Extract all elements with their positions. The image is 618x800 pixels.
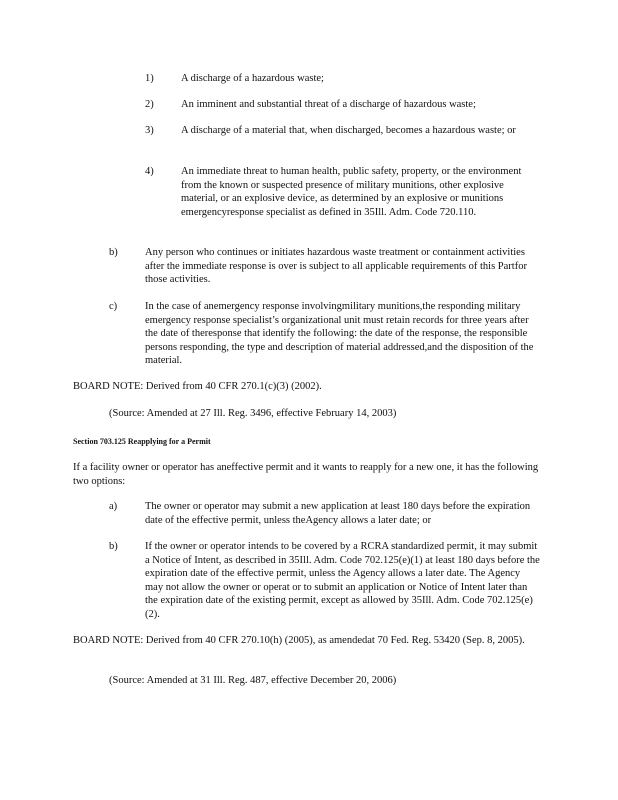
board-note-1: BOARD NOTE: Derived from 40 CFR 270.1(c)(3) (2002). xyxy=(73,381,322,392)
item-1-number: 1) xyxy=(145,73,154,84)
item-4-number: 4) xyxy=(145,166,154,177)
paragraph-c-text: In the case of anemergency response involvingmilitary munitions,the responding military emergency response specialist’s organizational unit must retain records for three years after the date of theresponse that identify the following: the date of the response, the responsible persons responding, the type and description of material addressed,and the disposition of the material. xyxy=(145,301,534,367)
paragraph-c-label: c) xyxy=(109,301,118,312)
paragraph-b-label: b) xyxy=(109,247,118,258)
item-2-number: 2) xyxy=(145,99,154,110)
option-b-text: If the owner or operator intends to be covered by a RCRA standardized permit, it may submit a Notice of Intent, as described in 35Ill. Adm. Code 702.125(e)(1) at least 180 days before the expiration date of the effective permit, unless the Agency allows a later date. The Agency may not allow the owner or operat or to submit an application or Notice of Intent later than the expiration date of the existing permit, except as allowed by 35Ill. Adm. Code 702.125(e)(2). xyxy=(145,541,540,620)
item-4-text: An immediate threat to human health, public safety, property, or the environment from the known or suspected presence of military munitions, other explosive material, or an explosive device, as determined by an explosive or munitions emergencyresponse specialist as defined in 35Ill. Adm. Code 720.110. xyxy=(181,166,522,218)
board-note-2: BOARD NOTE: Derived from 40 CFR 270.10(h) (2005), as amendedat 70 Fed. Reg. 53420 (Sep. 8, 2005). xyxy=(73,635,525,646)
section-heading: Section 703.125 Reapplying for a Permit xyxy=(73,437,211,446)
option-b-label: b) xyxy=(109,541,118,552)
item-2-text: An imminent and substantial threat of a discharge of hazardous waste; xyxy=(181,99,476,110)
option-a-text: The owner or operator may submit a new application at least 180 days before the expiration date of the effective permit, unless theAgency allows a later date; or xyxy=(145,501,531,526)
intro-paragraph: If a facility owner or operator has aneffective permit and it wants to reapply for a new one, it has the following two options: xyxy=(73,462,539,487)
item-3-number: 3) xyxy=(145,125,154,136)
source-note-1: (Source: Amended at 27 Ill. Reg. 3496, effective February 14, 2003) xyxy=(109,408,397,419)
item-1-text: A discharge of a hazardous waste; xyxy=(181,73,324,84)
source-note-2: (Source: Amended at 31 Ill. Reg. 487, effective December 20, 2006) xyxy=(109,675,397,686)
item-3-text: A discharge of a material that, when discharged, becomes a hazardous waste; or xyxy=(181,125,516,136)
option-a-label: a) xyxy=(109,501,118,512)
paragraph-b-text: Any person who continues or initiates hazardous waste treatment or containment activities after the immediate response is over is subject to all applicable requirements of this Partfor those activities. xyxy=(145,247,527,286)
